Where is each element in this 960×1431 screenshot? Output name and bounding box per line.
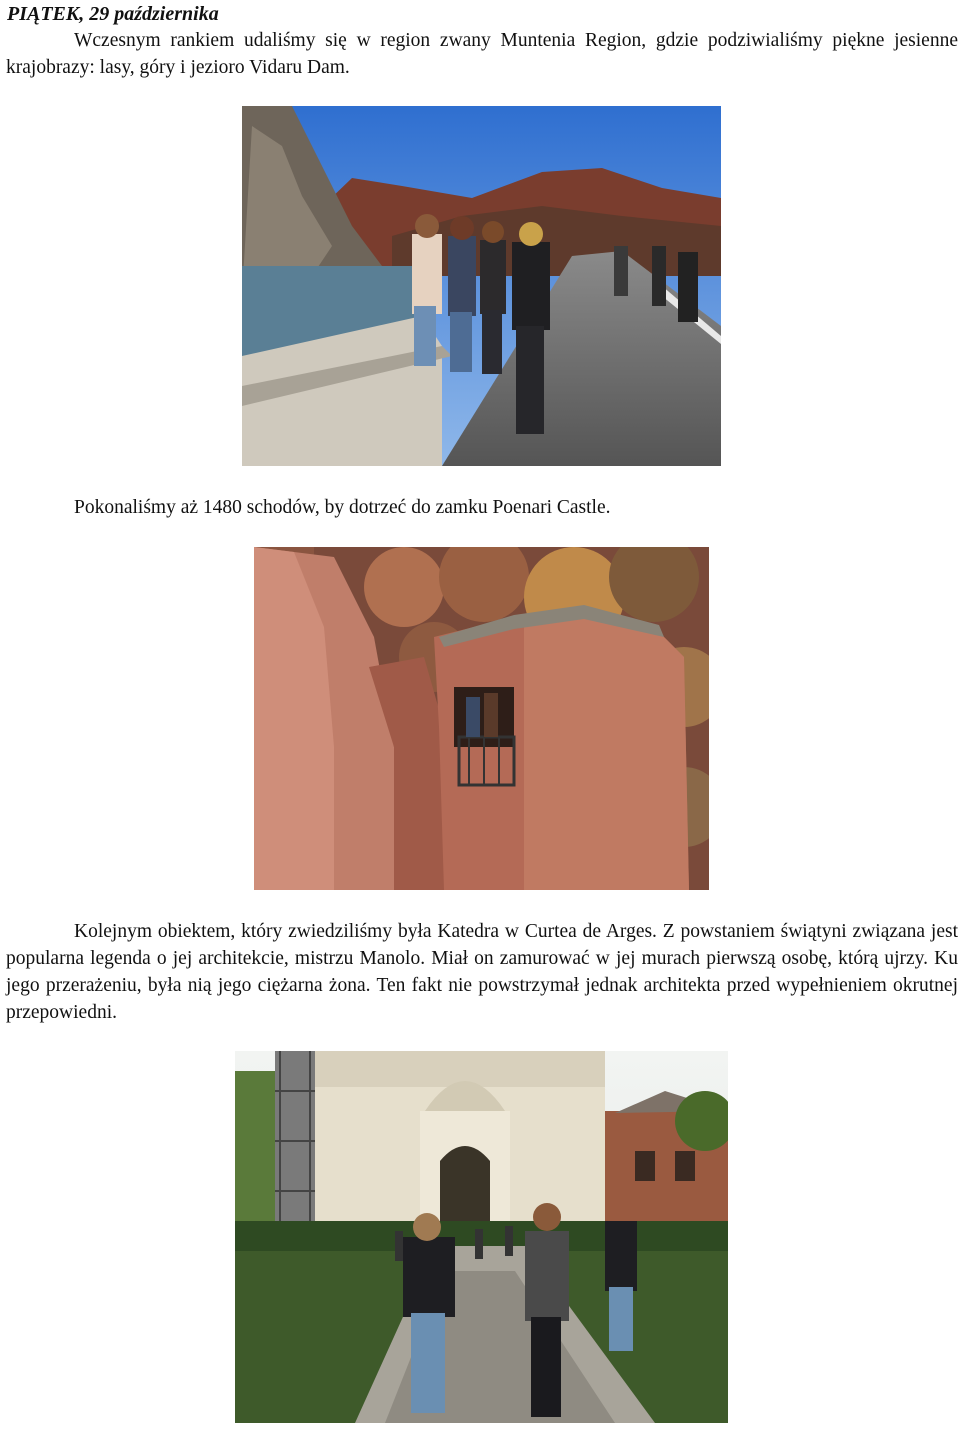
photo-curtea-de-arges-cathedral [235,1051,728,1423]
page-heading: PIĄTEK, 29 października [7,3,219,25]
paragraph-vidaru: Wczesnym rankiem udaliśmy się w region zwany Muntenia Region, gdzie podziwialiśmy piękne jesienne krajobrazy: lasy, góry i jezioro Vidaru Dam. [6,30,958,78]
paragraph-poenari: Pokonaliśmy aż 1480 schodów, by dotrzeć do zamku Poenari Castle. [74,497,611,518]
paragraph-curtea-de-arges: Kolejnym obiektem, który zwiedziliśmy była Katedra w Curtea de Arges. Z powstaniem świątyni związana jest popularna legenda o jej architekcie, mistrzu Manolo. Miał on zamurować w jej murach pierwszą osobę, którą ujrzy. Ku jego przerażeniu, była nią jego ciężarna żona. Ten fakt nie powstrzymał jednak architekta przed wypełnieniem okrutnej przepowiedni. [6,921,958,1023]
photo-vidaru-dam [242,106,721,466]
photo-poenari-castle [254,547,709,890]
